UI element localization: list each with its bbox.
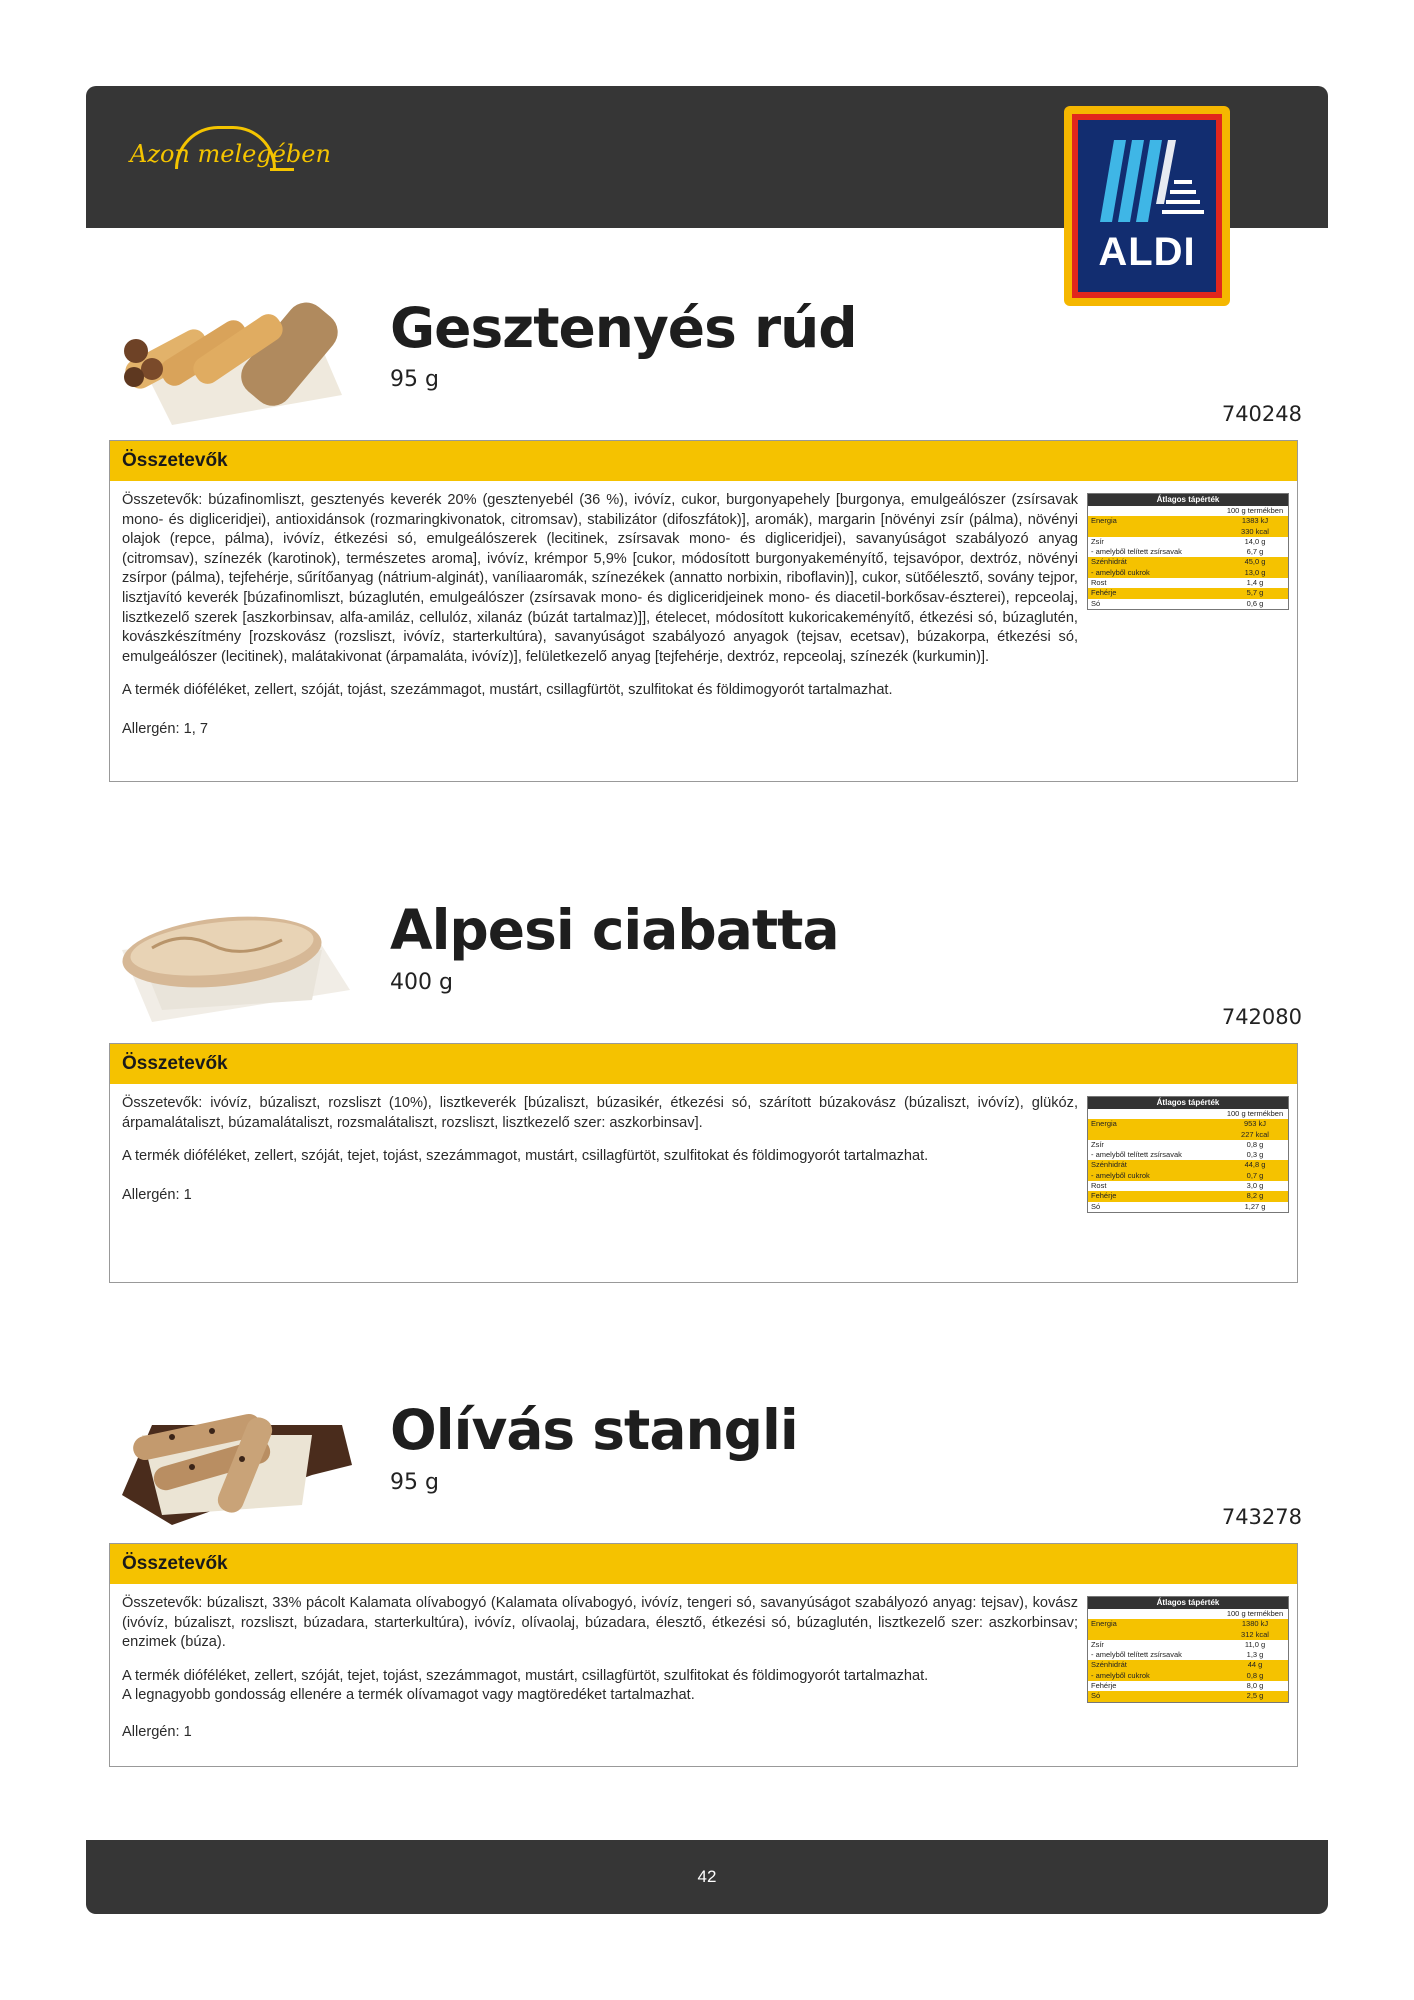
may-contain-text: A termék dióféléket, zellert, szóját, tejet, tojást, szezámmagot, mustárt, csillagfürtöt, szulfitokat és földimogyorót tartalmazhat. [122, 1667, 929, 1684]
aldi-wordmark: ALDI [1098, 230, 1196, 274]
nutrition-table-header: Átlagos tápérték [1088, 1597, 1288, 1609]
aldi-stripes-icon [1100, 140, 1204, 222]
tagline-logo: Azon melegében [130, 140, 331, 168]
ingredients-text: Összetevők: ivóvíz, búzaliszt, rozsliszt (10%), lisztkeverék [búzaliszt, búzasikér, étkezési só, szárított búzakovász (búzaliszt, ivóvíz), glükóz, árpamalátaliszt, búzamalátaliszt, rozsmalátaliszt, rozsliszt, lisztkezelő szer: aszkorbinsav]. [122, 1095, 1078, 1131]
nutrition-row: - amelyből telített zsírsavak 0,3 g [1091, 1150, 1264, 1160]
product-image-ciabatta [112, 890, 352, 1030]
section-header: Összetevők [110, 441, 1297, 481]
may-contain-text: A termék dióféléket, zellert, szóját, tejet, tojást, szezámmagot, mustárt, csillagfürtöt, szulfitokat és földimogyorót tartalmazhat. [122, 1148, 929, 1165]
nutrition-row: 312 kcal [1088, 1630, 1288, 1640]
aldi-logo [1064, 106, 1230, 306]
nutrition-column-header: 100 g termékben [1226, 1609, 1284, 1618]
product-weight: 95 g [390, 367, 439, 392]
nutrition-row: Rost 1,4 g [1091, 578, 1264, 588]
nutrition-row: - amelyből cukrok 0,7 g [1088, 1171, 1288, 1181]
nutrition-row: 330 kcal [1088, 527, 1288, 537]
page-number: 42 [697, 1867, 717, 1886]
wheat-icon [270, 168, 294, 171]
nutrition-row: Só 2,5 g [1088, 1691, 1288, 1701]
nutrition-table-header: Átlagos tápérték [1088, 494, 1288, 506]
nutrition-row: - amelyből telített zsírsavak 6,7 g [1091, 547, 1264, 557]
product-code: 743278 [1221, 1505, 1302, 1529]
nutrition-table-header: Átlagos tápérték [1088, 1097, 1288, 1109]
allergen-text: Allergén: 1, 7 [122, 720, 208, 737]
nutrition-row: Zsír 0,8 g [1091, 1139, 1264, 1149]
footer-bar [86, 1840, 1328, 1914]
nutrition-row: - amelyből cukrok 0,8 g [1088, 1671, 1288, 1681]
nutrition-table [1087, 493, 1289, 610]
product-title: Olívás stangli [390, 1398, 798, 1462]
nutrition-row: Energia 1383 kJ [1088, 516, 1288, 526]
nutrition-row: Rost 3,0 g [1091, 1181, 1264, 1191]
nutrition-row: Szénhidrát 45,0 g [1088, 557, 1288, 567]
ingredients-text: Összetevők: búzaliszt, 33% pácolt Kalamata olívabogyó (Kalamata olívabogyó, ivóvíz, tengeri só, savanyúságot szabályozó anyag: tejsav), kovász (ivóvíz, búzaliszt, rozsliszt, búzadara, starterkultúra), ivóvíz, olívaolaj, búzadara, élesztő, étkezési só, búzaglutén, lisztkezelő szer: aszkorbinsav; enzimek (búza). [122, 1595, 1078, 1651]
product-title: Gesztenyés rúd [390, 296, 857, 360]
product-weight: 95 g [390, 1470, 439, 1495]
nutrition-table [1087, 1096, 1289, 1213]
nutrition-row: Só 1,27 g [1091, 1201, 1266, 1211]
nutrition-row: - amelyből telített zsírsavak 1,3 g [1091, 1650, 1264, 1660]
section-header: Összetevők [110, 1544, 1297, 1584]
product-code: 740248 [1221, 402, 1302, 426]
ingredients-box [109, 1043, 1298, 1283]
nutrition-row: Só 0,6 g [1091, 598, 1264, 608]
product-image-chestnut-stick [112, 285, 352, 425]
nutrition-row: Szénhidrát 44,8 g [1088, 1160, 1288, 1170]
nutrition-row: Zsír 11,0 g [1091, 1639, 1266, 1649]
nutrition-row: Zsír 14,0 g [1091, 536, 1266, 546]
ingredients-box [109, 1543, 1298, 1767]
nutrition-column-header: 100 g termékben [1226, 506, 1284, 515]
ingredients-box [109, 440, 1298, 782]
may-contain-text: A termék dióféléket, zellert, szóját, tojást, szezámmagot, mustárt, csillagfürtöt, szulfitokat és földimogyorót tartalmazhat. [122, 682, 893, 699]
nutrition-row: Szénhidrát 44 g [1088, 1660, 1288, 1670]
nutrition-column-header: 100 g termékben [1226, 1109, 1284, 1118]
nutrition-row: Fehérje 5,7 g [1088, 588, 1288, 598]
product-image-olive-stick [112, 1385, 352, 1525]
allergen-text: Allergén: 1 [122, 1723, 192, 1740]
nutrition-row: 227 kcal [1088, 1130, 1288, 1140]
section-header: Összetevők [110, 1044, 1297, 1084]
product-code: 742080 [1221, 1005, 1302, 1029]
allergen-text: Allergén: 1 [122, 1186, 192, 1203]
nutrition-row: Energia 953 kJ [1088, 1119, 1288, 1129]
product-weight: 400 g [390, 970, 453, 995]
product-title: Alpesi ciabatta [390, 898, 839, 962]
ingredients-text: Összetevők: búzafinomliszt, gesztenyés keverék 20% (gesztenyebél (36 %), ivóvíz, cukor, burgonyapehely [burgonya, emulgeálószer (zsírsavak mono- és digliceridjei), antioxidánsok (rozmaringkivonatok, citromsav), stabilizátor (difoszfátok)], aromák), margarin [növényi zsír (pálma), növényi olajok (repce, pálma), ivóvíz, étkezési só, emulgeálószerek (lecitinek, zsírsavak mono- és digliceridjei), savanyúságot szabályozó anyag (citromsav), színezék (karotinok), természetes aroma], ivóvíz, krémpor 5,9% [cukor, módosított burgonyakeményítő, tejsavópor, dextróz, növényi zsírpor (pálma), tejfehérje, sűrítőanyag (nátrium-alginát), vaníliaaromák, színezékek (annatto norbixin, riboflavin)], cukor, sütőélesztő, sovány tejpor, lisztjavító keverék [búzafinomliszt, búzaglutén, emulgeálószer (zsírsavak mono- és digliceridjeinek mono- és diacetil-borkősav-észterei), repceolaj, lisztkezelő szerek [aszkorbinsav, alfa-amiláz, cellulóz, xilanáz (búzát tartalmaz)]], ételecet, módosított kukoricakeményítő, étkezési só, búzaglutén, kovászkészítmény [rozskovász (rozsliszt, ivóvíz, starterkultúra), savanyúságot szabályozó anyagok (tejsav, ecetsav), búzakorpa, étkezési só, emulgeálószer (lecitinek), malátakivonat (árpamaláta, ivóvíz)], felületkezelő anyag [tejfehérje, dextróz, repceolaj, színezék (kurkumin)]. [122, 492, 1078, 665]
nutrition-row: Energia 1380 kJ [1088, 1619, 1288, 1629]
nutrition-row: Fehérje 8,2 g [1088, 1191, 1288, 1201]
nutrition-table [1087, 1596, 1289, 1703]
extra-note-text: A legnagyobb gondosság ellenére a termék olívamagot vagy magtöredéket tartalmazhat. [122, 1687, 695, 1704]
nutrition-row: Fehérje 8,0 g [1091, 1681, 1264, 1691]
nutrition-row: - amelyből cukrok 13,0 g [1088, 568, 1288, 578]
